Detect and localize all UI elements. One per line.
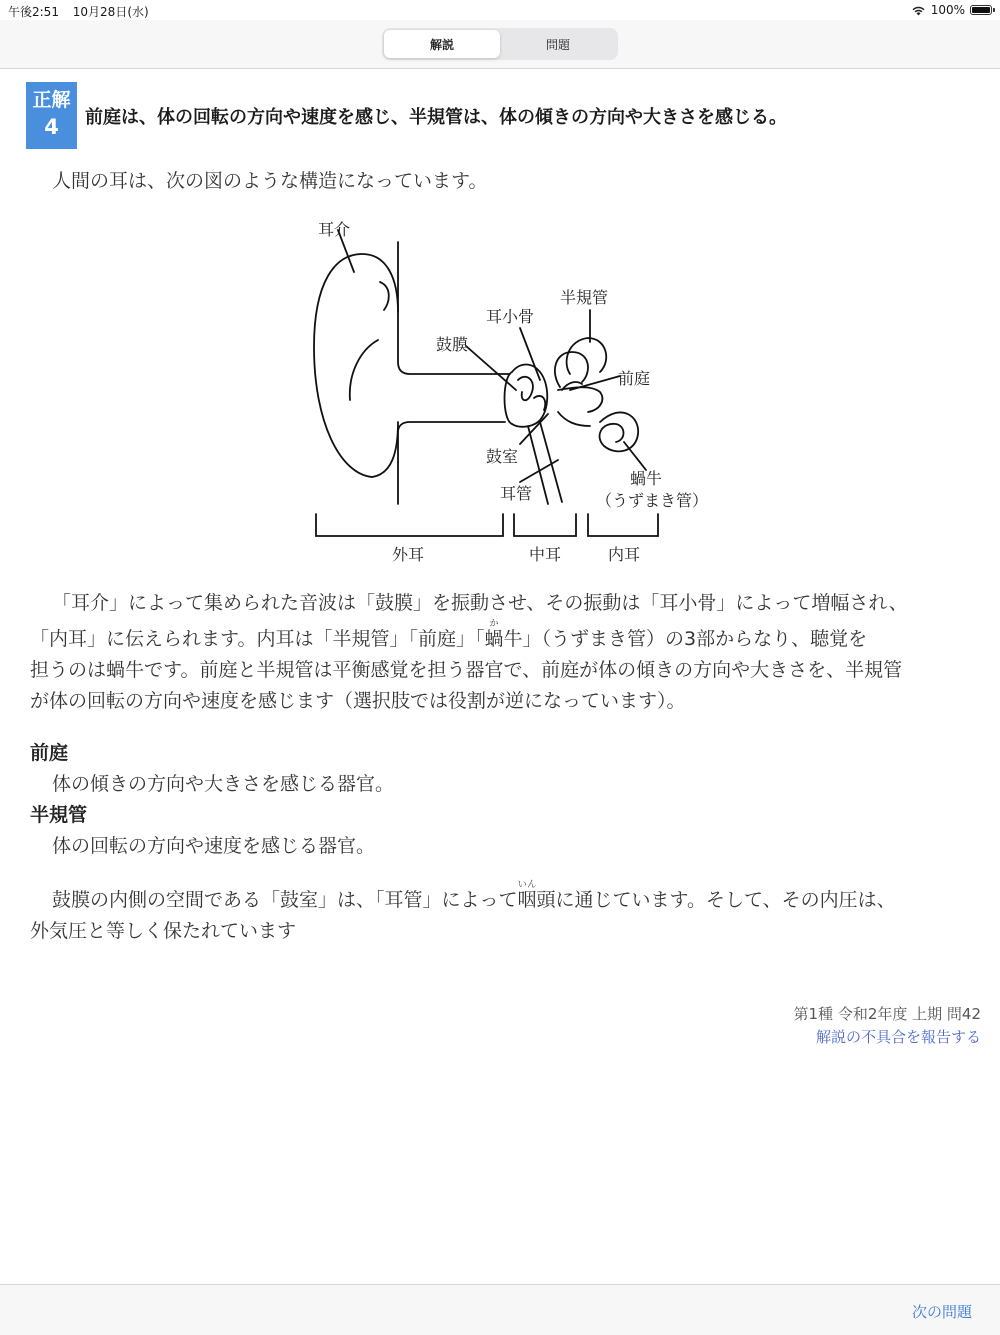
ear-diagram [300,212,720,572]
tab-question[interactable]: 問題 [545,37,570,52]
explanation-paragraph [30,588,980,717]
tab-explanation[interactable]: 解説 [384,30,500,58]
segmented-control [382,28,618,60]
label-cochlea: 蝸牛 [630,469,663,488]
paragraph-line: 外気圧と等しく保たれています [30,920,297,942]
label-auricle: 耳介 [318,220,351,239]
label-semicircular: 半規管 [560,288,609,307]
ruby-cochlea: 蝸か [484,619,504,650]
status-date: 10月28日(水) [72,5,149,19]
answer-label: 正解 [32,89,71,111]
term-vestibule: 前庭 [30,742,69,764]
ruby-pharynx: 咽いん [517,880,537,911]
answer-title: 前庭は、体の回転の方向や速度を感じ、半規管は、体の傾きの方向や大きさを感じる。 [85,107,787,128]
eustachian-tube [540,422,562,502]
label-ossicles: 耳小骨 [486,307,535,326]
label-cochlea-note: （うずまき管） [596,491,709,510]
status-time: 午後2:51 [8,5,59,19]
cochlea-spiral [600,412,639,451]
term-semicircular-desc: 体の回転の方向や速度を感じる器官。 [52,835,376,857]
bottom-toolbar [0,1284,1000,1335]
paragraph-line: 鼓膜の内側の空間である「鼓室」は、「耳管」によって咽いん頭に通じています。そして、その内圧は、 [52,880,896,911]
paragraph-line: が体の回転の方向や速度を感じます（選択肢では役割が逆になっています）。 [30,690,686,712]
label-eardrum: 鼓膜 [436,335,469,354]
status-bar [0,0,1000,20]
report-issue-link[interactable]: 解説の不具合を報告する [815,1028,981,1046]
answer-number: 4 [44,115,59,139]
label-tympanic: 鼓室 [486,447,519,466]
paragraph-line: 「耳介」によって集められた音波は「鼓膜」を振動させ、その振動は「耳小骨」によって増幅され、 [52,592,908,614]
paragraph-line: 担うのは蝸牛です。前庭と半規管は平衡感覚を担う器官で、前庭が体の傾きの方向や大きさを、半規管 [30,659,903,681]
wifi-icon [911,5,926,16]
answer-badge [26,82,77,149]
term-semicircular: 半規管 [30,804,88,826]
next-question-button[interactable]: 次の問題 [911,1303,972,1321]
section-outer: 外耳 [392,545,425,564]
section-middle: 中耳 [529,545,562,564]
intro-text: 人間の耳は、次の図のような構造になっています。 [52,170,488,192]
vestibule-shape [558,387,602,412]
label-eustachian: 耳管 [500,484,533,503]
paragraph-line: 「内耳」に伝えられます。内耳は「半規管」「前庭」「蝸か牛」（うずまき管）の3部からなり、聴覚を [30,619,868,650]
question-source: 第1種 令和2年度 上期 問42 [793,1005,981,1023]
auricle-inner [372,422,398,477]
label-vestibule: 前庭 [618,369,651,388]
term-vestibule-desc: 体の傾きの方向や大きさを感じる器官。 [52,773,395,795]
navigation-bar [0,20,1000,69]
eustachian-paragraph [30,880,980,947]
section-inner: 内耳 [608,545,641,564]
battery-percent: 100% [930,3,965,17]
battery-icon [970,5,992,15]
